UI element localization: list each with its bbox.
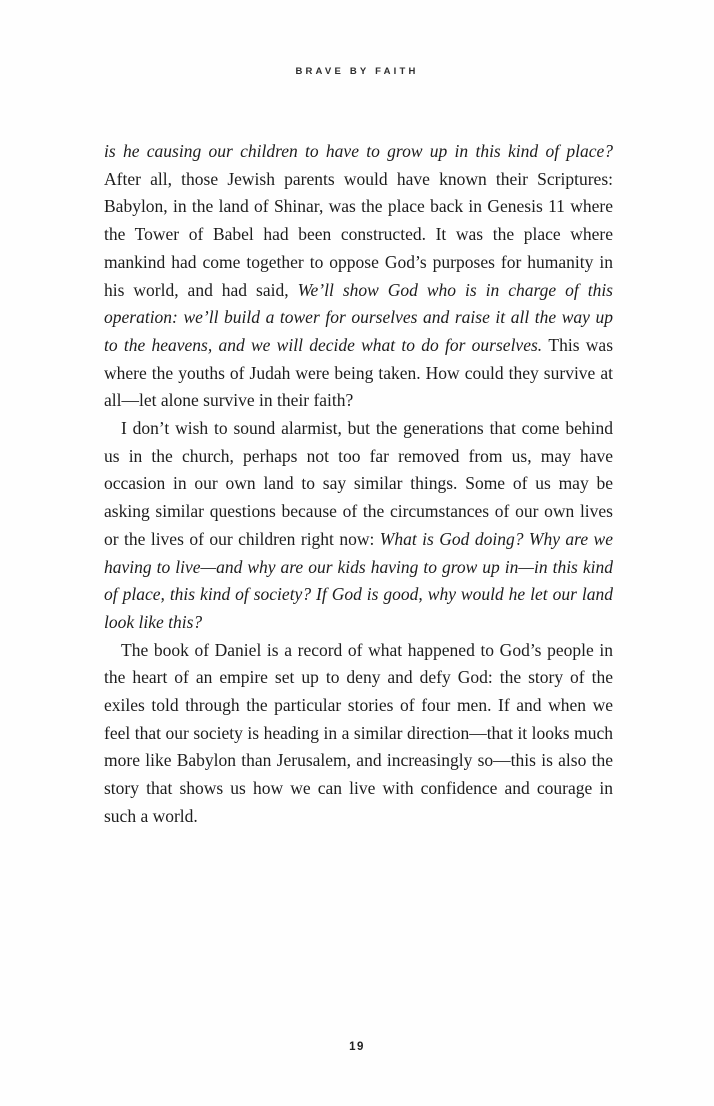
- paragraph-1: is he causing our children to have to grow up in this kind of place? After all, those Jewish parents would have known their Scriptures: Babylon, in the land of Shinar, was the place back in Genesis 11 where the Tower of Babel had been constructed. It was the place where mankind had come together to oppose God’s purposes for humanity in his world, and had said, We’ll show God who is in charge of this operation: we’ll build a tower for ourselves and raise it all the way up to the heavens, and we will decide what to do for ourselves. This was where the youths of Judah were being taken. How could they survive at all—let alone survive in their faith?: [104, 141, 614, 411]
- paragraph-2: I don’t wish to sound alarmist, but the generations that come behind us in the church, perhaps not too far removed from us, may have occasion in our own land to say similar things. Some of us may be asking similar questions because of the circumstances of our own lives or the lives of our children right now: What is God doing? Why are we having to live—and why are our kids having to grow up in—in this kind of place, this kind of society? If God is good, why would he let our land look like this?: [104, 418, 613, 632]
- body-text: [104, 138, 613, 831]
- running-header: BRAVE BY FAITH: [295, 66, 419, 77]
- paragraph-3: The book of Daniel is a record of what happened to God’s people in the heart of an empire set up to deny and defy God: the story of the exiles told through the particular stories of four men. If and when we feel that our society is heading in a similar direction—that it looks much more like Babylon than Jerusalem, and increasingly so—this is also the story that shows us how we can live with confidence and courage in such a world.: [104, 639, 613, 826]
- page-number: 19: [349, 1041, 365, 1053]
